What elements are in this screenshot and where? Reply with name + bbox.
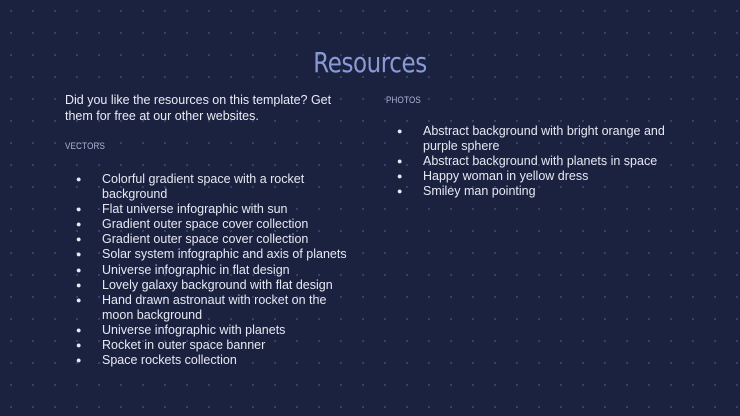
vectors-list <box>76 172 356 368</box>
bullet-icon: ● <box>76 294 82 305</box>
bullet-icon: ● <box>397 126 403 136</box>
list-item: ● Space rockets collection <box>76 353 237 368</box>
list-item: ● Universe infographic in flat design <box>76 262 290 277</box>
list-item: ● Gradient outer space cover collection <box>76 217 309 232</box>
list-item: ● Gradient outer space cover collection <box>76 232 309 247</box>
vectors-heading: VECTORS <box>65 141 106 152</box>
bullet-icon: ● <box>76 234 82 245</box>
list-item: ● Rocket in outer space banner <box>76 338 266 353</box>
bullet-icon: ● <box>76 279 82 290</box>
list-item: ● Smiley man pointing <box>397 184 536 199</box>
photos-list <box>397 124 677 199</box>
list-item: ● Happy woman in yellow dress <box>397 169 589 184</box>
list-item: ● Abstract background with planets in space <box>397 154 658 169</box>
bullet-icon: ● <box>76 249 82 260</box>
list-item: ● Lovely galaxy background with flat design <box>76 277 333 292</box>
list-item: ● Universe infographic with planets <box>76 322 286 337</box>
bullet-icon: ● <box>76 219 82 230</box>
bullet-icon: ● <box>76 324 82 335</box>
bullet-icon: ● <box>397 171 403 182</box>
intro-text: Did you like the resources on this template? Get them for free at our other websites. <box>65 93 332 123</box>
list-item: ● Hand drawn astronaut with rocket on the moon background <box>76 292 327 322</box>
bullet-icon: ● <box>76 204 82 215</box>
bullet-icon: ● <box>76 174 82 184</box>
slide-title: Resources <box>313 46 427 79</box>
bullet-icon: ● <box>76 340 82 351</box>
bullet-icon: ● <box>397 186 403 197</box>
list-item: ● Solar system infographic and axis of planets <box>76 247 347 262</box>
bullet-icon: ● <box>397 156 403 167</box>
bullet-icon: ● <box>76 355 82 366</box>
list-item: ● Abstract background with bright orange and purple sphere <box>397 124 665 154</box>
photos-heading: PHOTOS <box>386 95 421 106</box>
bullet-icon: ● <box>76 264 82 275</box>
list-item: ● Flat universe infographic with sun <box>76 202 288 217</box>
list-item: ● Colorful gradient space with a rocket background <box>76 172 305 202</box>
